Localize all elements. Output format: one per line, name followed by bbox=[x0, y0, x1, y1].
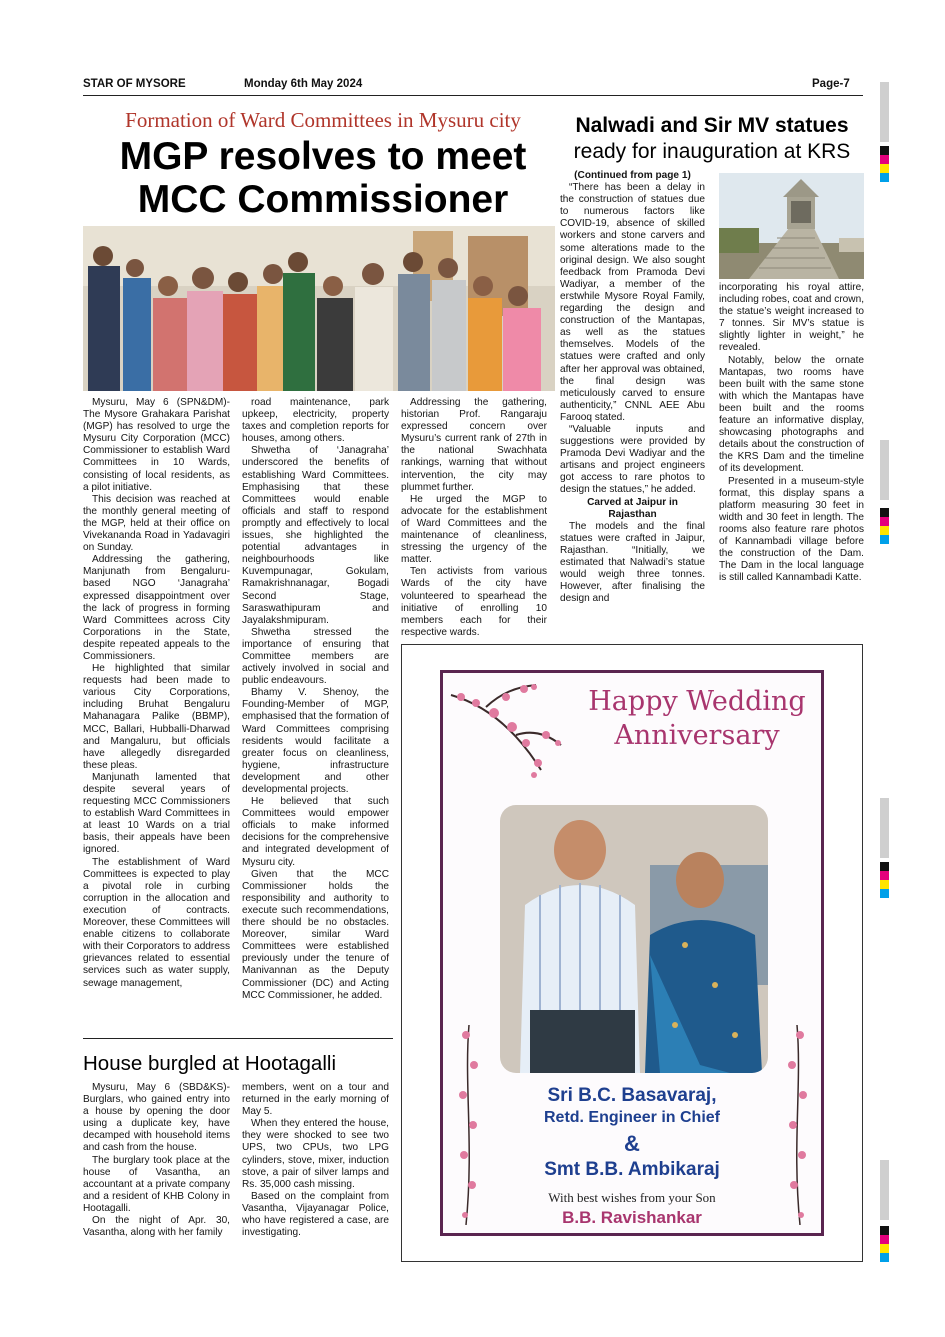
registration-gray-bar bbox=[880, 798, 889, 858]
registration-gray-bar bbox=[880, 1160, 889, 1220]
right-blossom-icon bbox=[782, 1025, 812, 1225]
mgp-headline-line1: MGP resolves to meet bbox=[119, 135, 527, 178]
page-number: Page-7 bbox=[812, 78, 850, 90]
krs-subhead: Carved at Jaipur in Rajasthan bbox=[587, 496, 678, 520]
mgp-column-3 bbox=[401, 397, 547, 639]
mgp-headline-line2: MCC Commissioner bbox=[137, 178, 509, 221]
issue-date: Monday 6th May 2024 bbox=[244, 78, 363, 90]
anniversary-ad bbox=[401, 644, 863, 1262]
paragraph: Shwetha stressed the importance of ensuring that Committee members are actively involved in social and public endeavours. bbox=[242, 626, 389, 687]
mgp-group-photo bbox=[83, 226, 555, 391]
paragraph: “Valuable inputs and suggestions were provided by Pramoda Devi Wadiyar and the artisans and project engineers got access to rare photos to design the statues,” he added. bbox=[560, 423, 705, 496]
ad-ampersand: & bbox=[624, 1131, 640, 1156]
paragraph: This decision was reached at the monthly general meeting of the MGP, held at their office on Vivekananda Road in Yadavagiri on Sunday. bbox=[83, 493, 230, 554]
continued-note: (Continued from page 1) bbox=[574, 170, 691, 181]
paper-name: STAR OF MYSORE bbox=[83, 78, 186, 90]
krs-headline-line2: ready for inauguration at KRS bbox=[573, 140, 851, 163]
paragraph: The burglary took place at the house of Vasantha, an accountant at a private company and a resident of KHB Colony in Hootagalli. bbox=[83, 1154, 230, 1214]
paragraph: Notably, below the ornate Mantapas, two rooms have been built with the same stone with which the Mantapas have been built and the rooms feature an informative display, showcasing photographs and details about the construction of the KRS Dam and the timeline of its development. bbox=[719, 354, 864, 475]
ad-title-line1: Happy Wedding bbox=[588, 686, 806, 717]
paragraph: Addressing the gathering, historian Prof. Rangaraju expressed concern over Mysuru’s current rank of 27th in the national Swachhata rankings, warning that without intervention, the city may plummet further. bbox=[401, 397, 547, 493]
paragraph: The models and the final statues were crafted in Jaipur, Rajasthan. “Initially, we estimated that Nalwadi’s statue would weigh three tonnes. However, after finalising the design and bbox=[560, 520, 705, 605]
registration-gray-bar bbox=[880, 82, 889, 142]
paragraph: On the night of Apr. 30, Vasantha, along with her family bbox=[83, 1215, 230, 1239]
registration-gray-bar bbox=[880, 440, 889, 500]
paragraph: Presented in a museum-style format, this display spans a platform measuring 30 feet in width and 30 feet in length. The rooms also feature rare photos of Kannambadi village before the construction of the Dam. The Dam in the local language is still called Kannambadi Katte. bbox=[719, 475, 864, 584]
paragraph: “There has been a delay in the construction of statues due to numerous factors like COVID-19, absence of skilled workers and stone carvers and some alterations made to the original design. We also sought feedback from Pramoda Devi Wadiyar, a member of the erstwhile Mysore Royal Family, regarding the design and construction of the Mantapas, as well as the statues themselves. Models of the statues were crafted and only after her approval was obtained, the final design was meticulously carved to ensure authenticity,” CNNL AEE Abu Farooq stated. bbox=[560, 182, 705, 423]
paragraph: members, went on a tour and returned in the early morning of May 5. bbox=[242, 1082, 389, 1118]
paragraph: Shwetha of ‘Janagraha’ underscored the benefits of establishing Ward Committees. Emphasising that these Committees would enable officials and staff to respond promptly and effectively to local issues, she highlighted the potential advantages in neighbourhoods like Kuvempunagar, Gokulam, Ramakrishnanagar, Bogadi Second Stage, Saraswathipuram and Jayalakshmipuram. bbox=[242, 445, 389, 626]
paragraph: He highlighted that similar requests had been made to various City Corporations, including Bruhat Bengaluru Mahanagara Palike (BBMP), MCC, Ballari, Hubballi-Dharwad and Mangaluru, but officials have allegedly disregarded these pleas. bbox=[83, 663, 230, 771]
paragraph: road maintenance, park upkeep, electricity, property taxes and completion reports for houses, among others. bbox=[242, 397, 389, 445]
paragraph: Bhamy V. Shenoy, the Founding-Member of MGP, emphasised that the formation of Ward Committees comprising residents would facilitate a greater focus on cleanliness, hygiene, infrastructure development and other developmental projects. bbox=[242, 687, 390, 795]
paragraph: The establishment of Ward Committees is expected to play a pivotal role in curbing corruption in the allocation and execution of contracts. Moreover, these Committees will enable citizens to collaborate with their Corporators to address grievances related to essential services such as water supply, sewage management, bbox=[83, 856, 230, 989]
cmyk-marks bbox=[880, 1226, 889, 1262]
krs-mantapa-photo bbox=[719, 173, 864, 279]
cmyk-marks bbox=[880, 862, 889, 898]
paragraph: Mysuru, May 6 (SPN&DM)- The Mysore Grahakara Parishat (MGP) has resolved to urge the Mysuru City Corporation (MCC) Commissioner to establish Ward Committees in 10 Wards, consisting of local residents, as a pilot initiative. bbox=[83, 397, 230, 493]
burglary-headline: House burgled at Hootagalli bbox=[83, 1052, 336, 1075]
couple-photo bbox=[500, 805, 768, 1073]
ad-title bbox=[582, 685, 812, 753]
ad-wishes: With best wishes from your Son bbox=[548, 1190, 716, 1205]
paragraph: Based on the complaint from Vasantha, Vijayanagar Police, who have registered a case, are investigating. bbox=[242, 1190, 389, 1239]
paragraph: When they entered the house, they were shocked to see two UPS, two CPUs, two LPG cylinders, stove, mixer, induction stove, a pair of silver lamps and Rs. 35,000 cash missing. bbox=[242, 1118, 389, 1190]
paragraph: incorporating his royal attire, including robes, coat and crown, the statue’s weight increased to 7 tonnes. Sir MV’s statue is slightly lighter in weight,” he revealed. bbox=[719, 282, 864, 354]
mgp-headline bbox=[78, 135, 568, 221]
paragraph: He urged the MGP to advocate for the establishment of Ward Committees and the maintenance of cleanliness, stressing the urgency of the matter. bbox=[401, 493, 547, 566]
cmyk-marks bbox=[880, 146, 889, 182]
paragraph: He believed that such Committees would empower officials to make informed decisions for the comprehensive and integrated development of Mysuru city. bbox=[242, 796, 389, 868]
mgp-kicker: Formation of Ward Committees in Mysuru city bbox=[125, 108, 521, 132]
krs-column-2 bbox=[719, 282, 864, 584]
paragraph: Manjunath lamented that despite several years of requesting MCC Commissioners to establish Ward Committees in at least 10 Wards on a trial basis, their appeals have been ignored. bbox=[83, 771, 230, 856]
mgp-column-1 bbox=[83, 397, 230, 990]
paragraph: Given that the MCC Commissioner holds the responsibility and authority to execute such recommendations, there should be no obstacles. Moreover, similar Ward Committees were established previously under the tenure of Manivannan as the Deputy Commissioner (DC) and Acting MCC Commissioner, he added. bbox=[242, 868, 389, 1001]
cmyk-marks bbox=[880, 508, 889, 544]
ad-name1: Sri B.C. Basavaraj, bbox=[547, 1085, 717, 1106]
paragraph: Mysuru, May 6 (SBD&KS)- Burglars, who gained entry into a house by opening the door using a duplicate key, have decamped with household items and cash from the house. bbox=[83, 1082, 230, 1154]
ad-son-name: B.B. Ravishankar bbox=[562, 1208, 702, 1227]
krs-column-1 bbox=[560, 170, 705, 605]
paragraph: Ten activists from various Wards of the city have volunteered to spearhead the initiative of enrolling 10 members each for their respective wards. bbox=[401, 566, 547, 638]
burglary-top-rule bbox=[83, 1038, 393, 1039]
krs-headline-line1: Nalwadi and Sir MV statues bbox=[575, 114, 849, 137]
krs-headline bbox=[556, 113, 868, 165]
left-blossom-icon bbox=[454, 1025, 484, 1225]
burglary-column-1 bbox=[83, 1082, 230, 1239]
paragraph: Addressing the gathering, Manjunath from Bengaluru-based NGO ‘Janagraha’ expressed disappointment over the lack of progress in forming Ward Committees across City Corporations in the State, despite repeated appeals to the Commissioners. bbox=[83, 554, 230, 662]
header-rule bbox=[83, 95, 863, 96]
ad-name2: Smt B.B. Ambikaraj bbox=[544, 1159, 720, 1180]
blossom-branch-icon bbox=[446, 675, 596, 805]
mgp-column-2 bbox=[242, 397, 389, 1002]
burglary-column-2 bbox=[242, 1082, 389, 1239]
ad-designation: Retd. Engineer in Chief bbox=[543, 1109, 720, 1126]
ad-title-line2: Anniversary bbox=[614, 720, 780, 751]
